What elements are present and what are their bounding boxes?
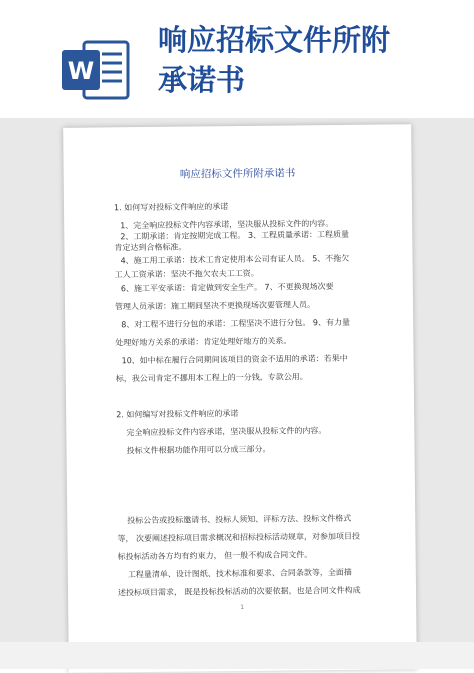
text-line: 4、施工用工承诺：技术工肯定使用本公司有证人员。 5、不拖欠 <box>120 253 350 266</box>
svg-text:W: W <box>67 57 95 85</box>
bottom-strip <box>0 642 474 669</box>
document-heading <box>158 20 458 100</box>
text-line: 投标公告或投标邀请书、投标人须知、评标方法、投标文件格式 <box>127 513 352 526</box>
document-page <box>63 124 417 673</box>
text-line: 标，我公司肯定不挪用本工程上的一分钱，专款公用。 <box>115 372 308 384</box>
text-line: 1、完全响应投标文件内容承诺，坚决服从投标文件的内容。 <box>120 219 334 231</box>
text-line: 工人工资承诺：坚决不拖欠农夫工工资。 <box>114 268 259 280</box>
text-line: 完全响应投标文件内容承诺，坚决服从投标文件的内容。 <box>126 426 327 438</box>
text-line: 2. 如何编写对投标文件响应的承诺 <box>116 409 239 420</box>
text-line: 1. 如何写对投标文件响应的承诺 <box>113 202 229 213</box>
text-line: 管理人员承诺：施工期间坚决不更换现场次要管理人员。 <box>114 300 316 312</box>
page-number: 1 <box>240 603 245 612</box>
text-line: 标投标活动各方均有约束力， 但一般不构成合同文件。 <box>117 550 313 562</box>
text-line: 述投标项目需求， 既是投标投标活动的次要依据，也是合同文件构成 <box>117 585 361 598</box>
text-line: 6、施工平安承诺：肯定做到安全生产。 7、不更换现场次要 <box>120 282 334 294</box>
text-line: 10、如中标在履行合同期间该项目的资金不适用的承诺：若果中 <box>121 353 348 366</box>
text-line: 等， 次要阐述投标项目需求概况和招标投标活动规章，对参加项目投 <box>117 531 361 544</box>
word-icon <box>62 38 132 102</box>
text-line: 处理好地方关系的承诺：肯定处理好地方的关系。 <box>115 336 292 348</box>
header <box>0 0 474 125</box>
heading-line-1: 响应招标文件所附 <box>158 23 391 57</box>
text-line: 8、对工程不进行分包的承诺：工程坚决不进行分包。 9、有力量 <box>121 317 350 330</box>
text-line: 工程量清单、设计图纸、技术标准和要求、合同条款等，全面描 <box>127 567 352 580</box>
heading-line-2: 承诺书 <box>158 63 246 97</box>
text-line: 2、工期承诺：肯定按期完成工程。 3、工程质量承诺：工程质量 <box>120 229 350 242</box>
page-title: 响应招标文件所附承诺书 <box>179 167 296 181</box>
text-line: 投标文件根据功能作用可以分成三部分。 <box>126 444 271 456</box>
text-line: 肯定达到合格标准。 <box>114 242 187 253</box>
